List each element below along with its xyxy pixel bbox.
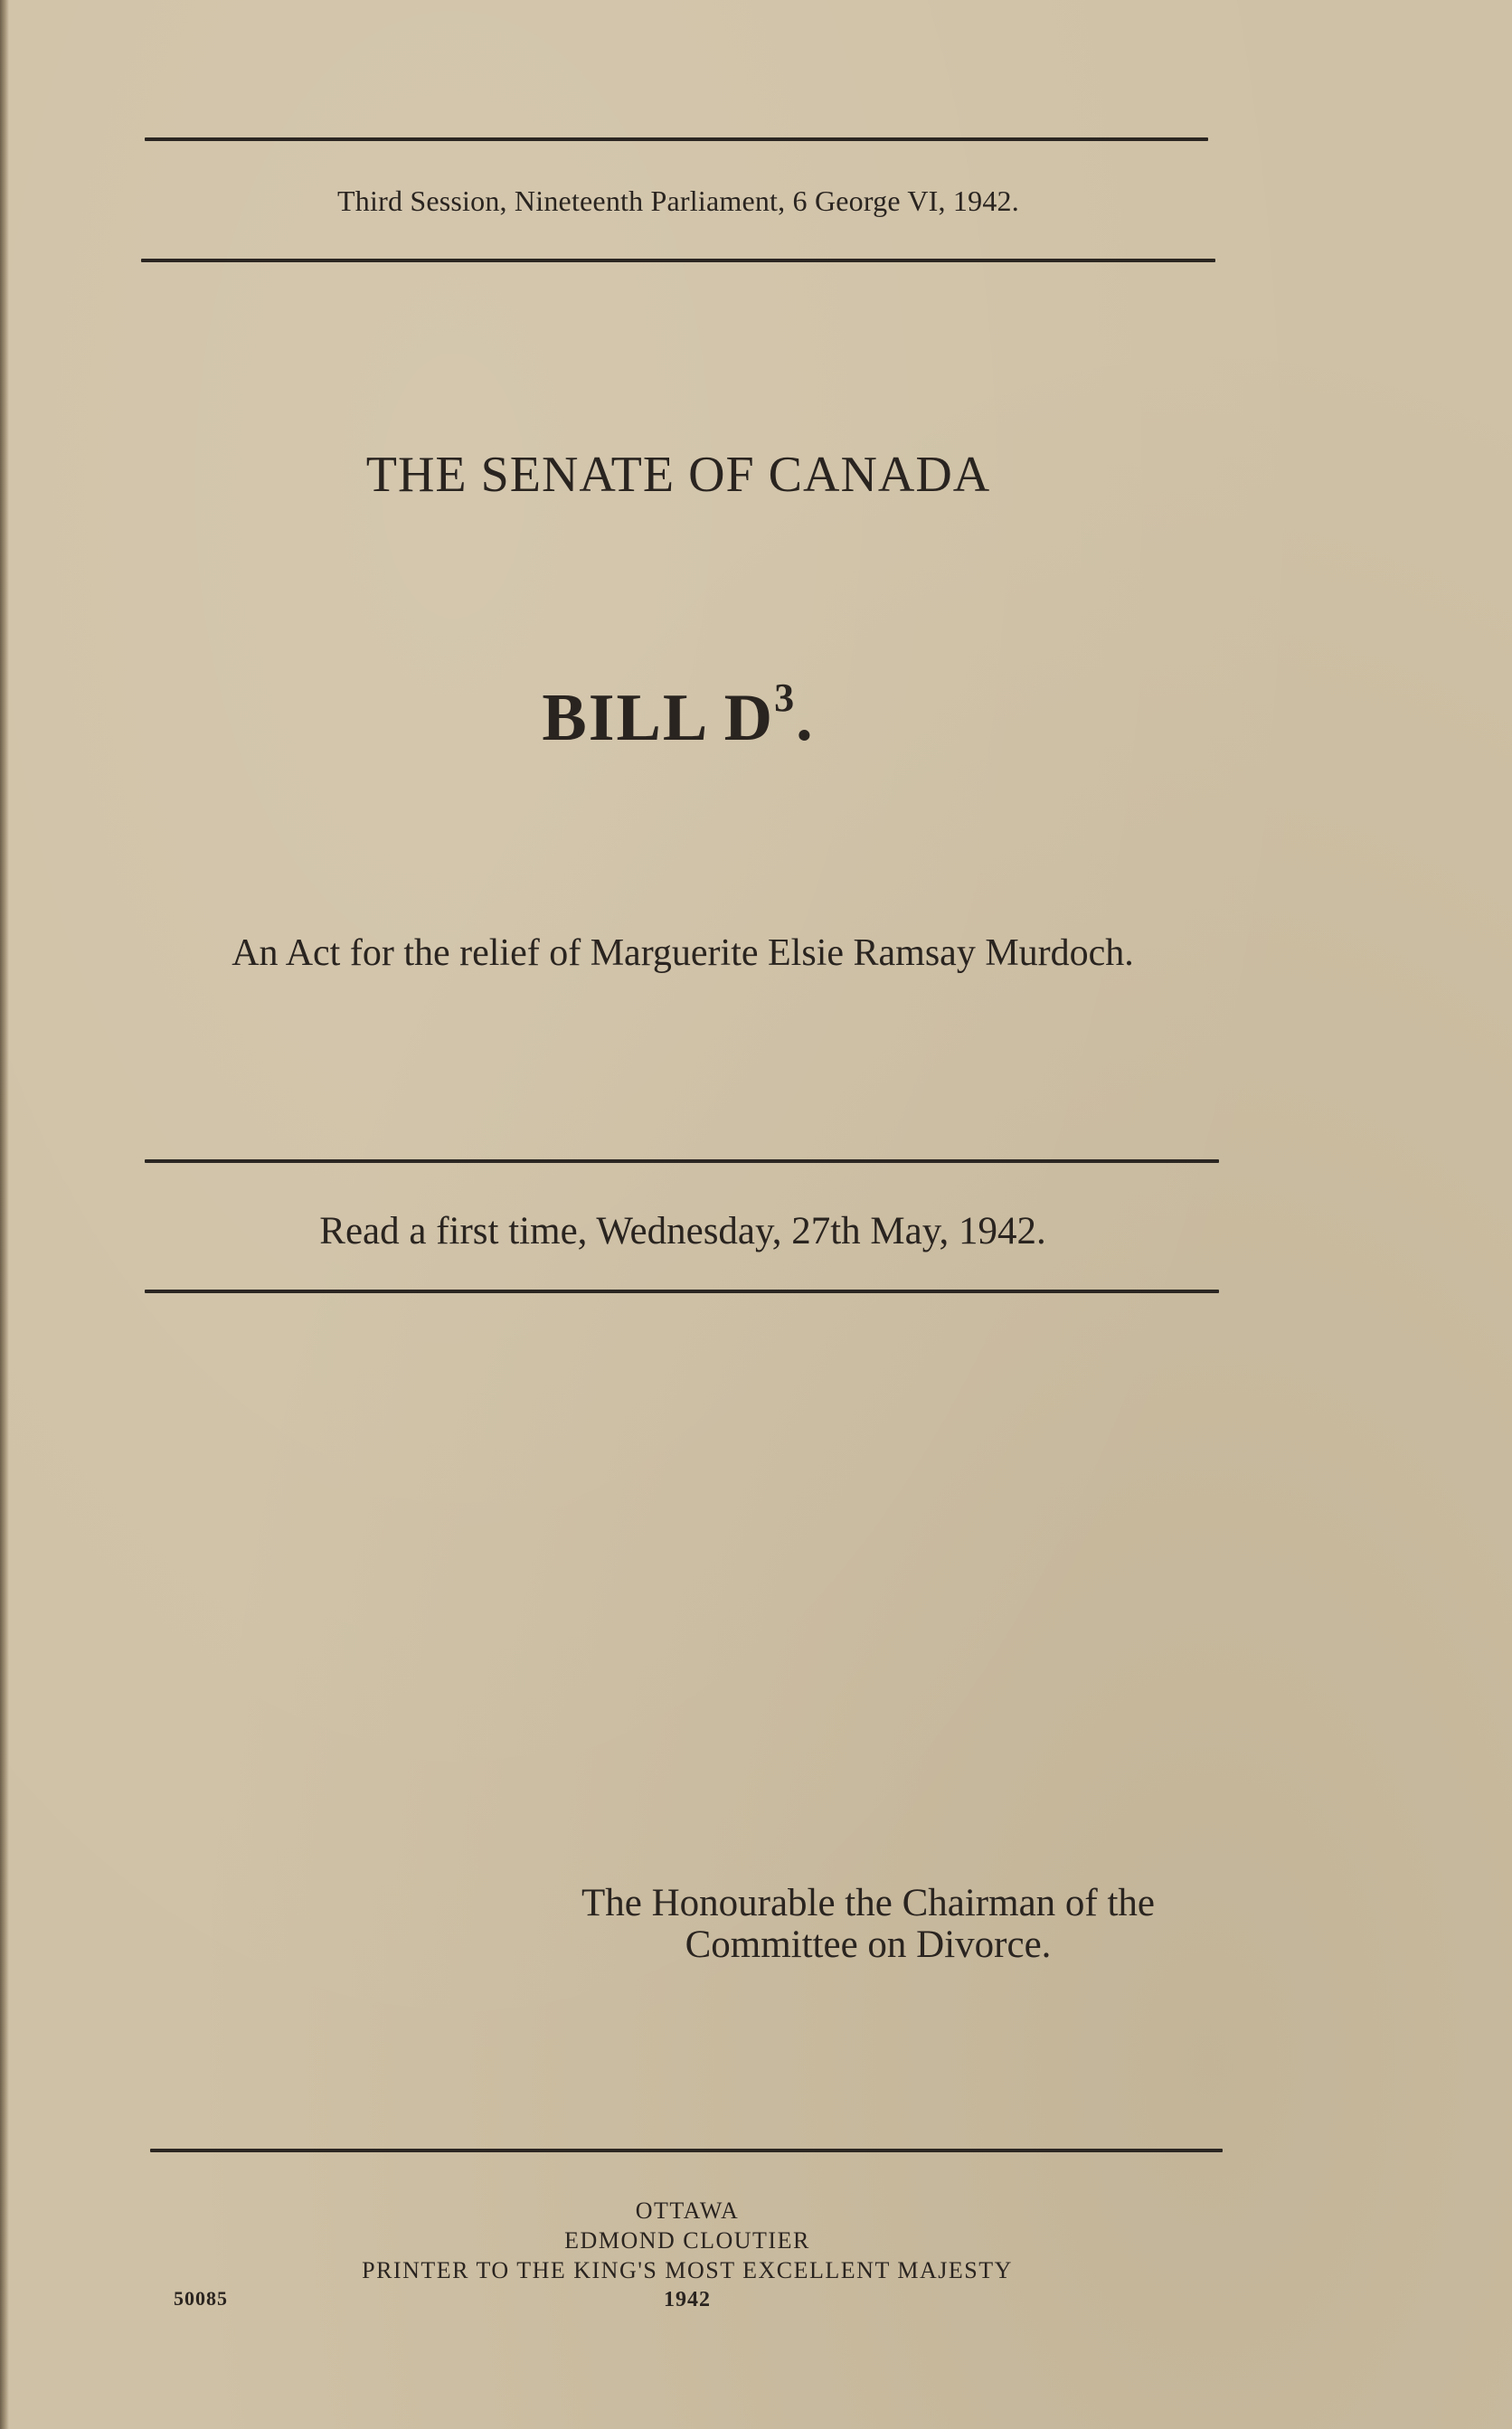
sponsor-block [506,1883,1230,1966]
chamber-heading: THE SENATE OF CANADA [365,447,991,503]
bill-suffix: . [796,681,815,755]
act-title: An Act for the relief of Marguerite Elsie Ramsay Murdoch. [232,932,1134,974]
reading-bottom-rule [145,1290,1219,1293]
imprint-printer-title: PRINTER TO THE KING'S MOST EXCELLENT MAJESTY [362,2257,1013,2283]
imprint-top-rule [150,2149,1223,2152]
reading-line: Read a first time, Wednesday, 27th May, 1942. [319,1210,1046,1252]
imprint-block [145,2196,1230,2315]
session-bottom-rule [141,259,1215,262]
page-spine-edge [0,0,9,2429]
reading-top-rule [145,1159,1219,1163]
bill-label: BILL D [542,681,775,755]
bill-number [145,676,1212,757]
session-line: Third Session, Nineteenth Parliament, 6 George VI, 1942. [337,184,1019,217]
sponsor-line-2: Committee on Divorce. [685,1923,1052,1966]
imprint-printer: EDMOND CLOUTIER [564,2227,810,2254]
sponsor-line-1: The Honourable the Chairman of the [581,1882,1156,1924]
imprint-year: 1942 [664,2288,711,2311]
print-code: 50085 [174,2287,228,2310]
imprint-city: OTTAWA [635,2197,740,2224]
bill-superscript: 3 [774,676,797,721]
top-rule [145,137,1208,141]
